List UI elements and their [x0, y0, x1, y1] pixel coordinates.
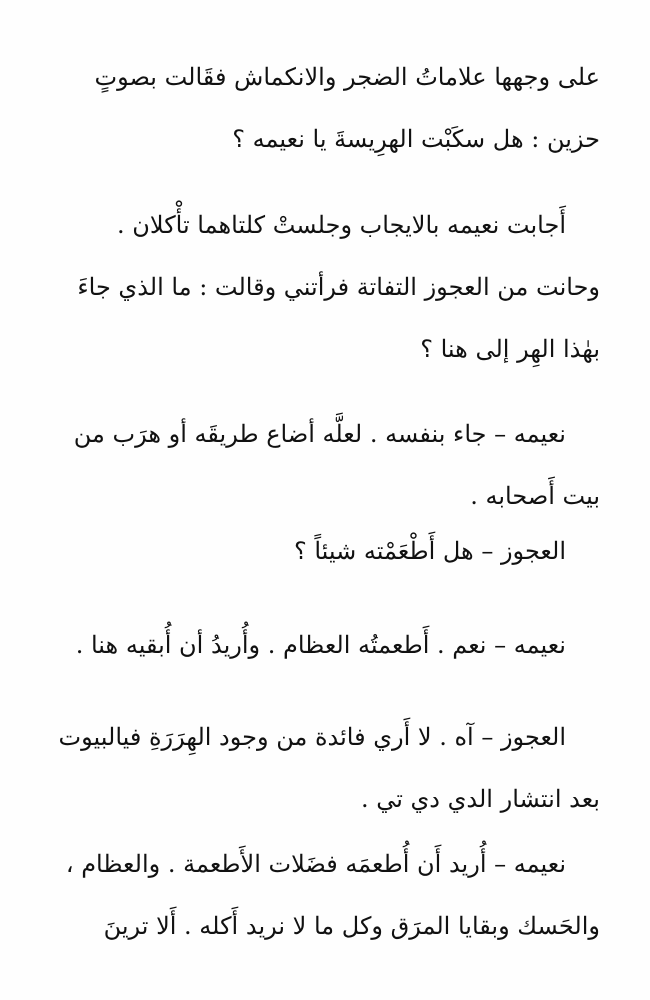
paragraph-7 [48, 833, 600, 957]
paragraph-line: بيت أَصحابه . [470, 482, 600, 510]
paragraph-6 [48, 706, 600, 830]
paragraph-line: نعيمه – جاء بنفسه . لعلَّه أضاع طريقَه أو هرَب من [73, 420, 566, 448]
paragraph-line: العجوز – آه . لا أَري فائدة من وجود الهِرَرَةِ فيالبيوت [58, 723, 566, 751]
paragraph-2 [48, 194, 600, 380]
paragraph-line: على وجهها علاماتُ الضجر والانكماش فقَالت بصوتٍ [94, 63, 600, 91]
paragraph-1 [48, 46, 600, 170]
paragraph-line: حزين : هل سكَبْت الهرِيسةَ يا نعيمه ؟ [232, 125, 600, 153]
paragraph-line: نعيمه – نعم . أَطعمتُه العظام . وأُريدُ أن أُبقيه هنا . [75, 631, 566, 659]
paragraph-line: بهٰذا الهِر إلى هنا ؟ [420, 335, 600, 363]
paragraph-3 [48, 403, 600, 527]
paragraph-line: والحَسك وبقايا المرَق وكل ما لا نريد أَكله . أَلا ترينَ [103, 912, 600, 940]
paragraph-line: وحانت من العجوز التفاتة فرأتني وقالت : ما الذي جاءَ [77, 273, 600, 301]
paragraph-line: نعيمه – أُريد أَن أُطعمَه فضَلات الأَطعمة . والعظام ، [65, 850, 566, 878]
paragraph-line: العجوز – هل أَطْعَمْته شيئاً ؟ [294, 537, 566, 565]
paragraph-4 [48, 520, 600, 582]
paragraph-5 [48, 614, 600, 676]
paragraph-line: بعد انتشار الدي دي تي . [360, 785, 600, 813]
paragraph-line: أَجابت نعيمه بالايجاب وجلستْ كلتاهما تأْكلان . [117, 211, 566, 239]
